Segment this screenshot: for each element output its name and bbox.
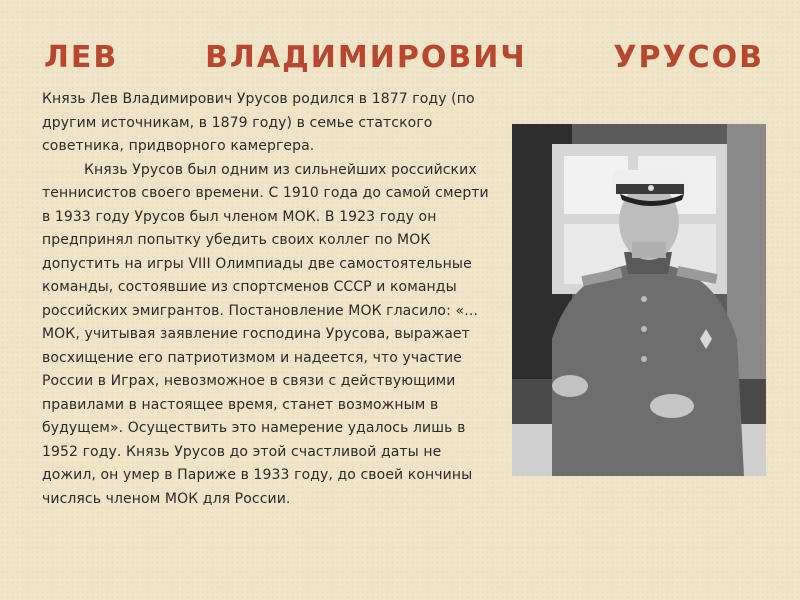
biography-text	[42, 88, 496, 511]
title-word-patronymic: ВЛАДИМИРОВИЧ	[205, 40, 527, 75]
title-word-first-name: ЛЕВ	[44, 40, 119, 75]
portrait-photo	[512, 124, 766, 476]
title-word-surname: УРУСОВ	[613, 40, 764, 75]
biography-paragraph-birth: Князь Лев Владимирович Урусов родился в 1877 году (по другим источникам, в 1879 году) в семье статского советника, придворного камергера.	[42, 91, 475, 154]
biography-paragraph-career: Князь Урусов был одним из сильнейших российских теннисистов своего времени. С 1910 года до самой смерти в 1933 году Урусов был членом МОК. В 1923 году он предпринял попытку убедить своих коллег по МОК допустить на игры VIII Олимпиады две самостоятельные команды, состоявшие из спортсменов СССР и команды российских эмигрантов. Постановление МОК гласило: «… МОК, учитывая заявление господина Урусова, выражает восхищение его патриотизмом и надеется, что участие России в Играх, невозможное в связи с действующими правилами в настоящее время, станет возможным в будущем». Осуществить это намерение удалось лишь в 1952 году. Князь Урусов до этой счастливой даты не дожил, он умер в Париже в 1933 году, до своей кончины числясь членом МОК для России.	[42, 161, 489, 507]
slide-title	[44, 40, 764, 76]
